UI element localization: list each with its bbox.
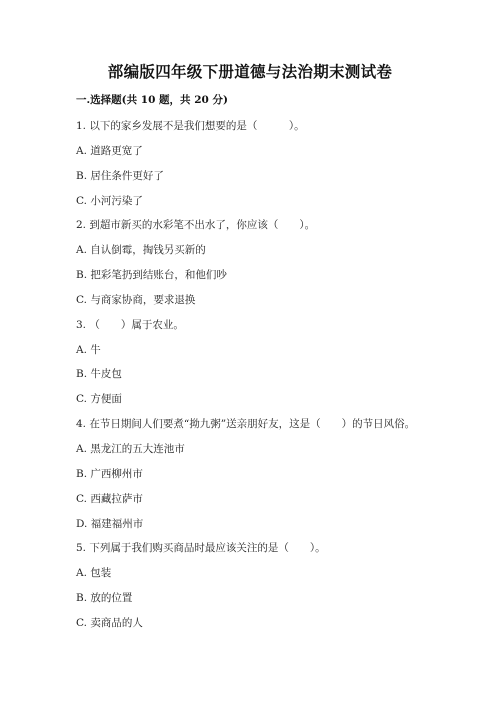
answer-option: B. 居住条件更好了 (76, 170, 164, 182)
answer-option: A. 自认倒霉，掏钱另买新的 (76, 244, 206, 256)
question-stem: 1. 以下的家乡发展不是我们想要的是（ ）。 (76, 120, 305, 132)
answer-option: B. 牛皮包 (76, 368, 122, 380)
page-title: 部编版四年级下册道德与法治期末测试卷 (107, 62, 393, 81)
answer-option: A. 黑龙江的五大连池市 (76, 443, 185, 455)
question-stem: 4. 在节日期间人们要煮“拗九粥”送亲朋好友，这是（ ）的节日风俗。 (76, 418, 416, 430)
answer-option: D. 福建福州市 (76, 518, 144, 530)
answer-option: C. 小河污染了 (76, 195, 143, 207)
answer-option: C. 卖商品的人 (76, 617, 143, 629)
answer-option: C. 西藏拉萨市 (76, 493, 143, 505)
question-stem: 5. 下列属于我们购买商品时最应该关注的是（ ）。 (76, 542, 326, 554)
question-stem: 2. 到超市新买的水彩笔不出水了，你应该（ ）。 (76, 219, 316, 231)
answer-option: B. 把彩笔扔到结账台，和他们吵 (76, 269, 227, 281)
answer-option: B. 放的位置 (76, 592, 133, 604)
answer-option: C. 方便面 (76, 393, 122, 405)
answer-option: B. 广西柳州市 (76, 468, 143, 480)
answer-option: A. 道路更宽了 (76, 145, 143, 157)
answer-option: A. 牛 (76, 344, 101, 356)
section-heading: 一.选择题(共 10 题，共 20 分) (76, 94, 228, 106)
answer-option: C. 与商家协商，要求退换 (76, 294, 196, 306)
question-stem: 3. （ ）属于农业。 (76, 319, 184, 331)
answer-option: A. 包装 (76, 567, 112, 579)
